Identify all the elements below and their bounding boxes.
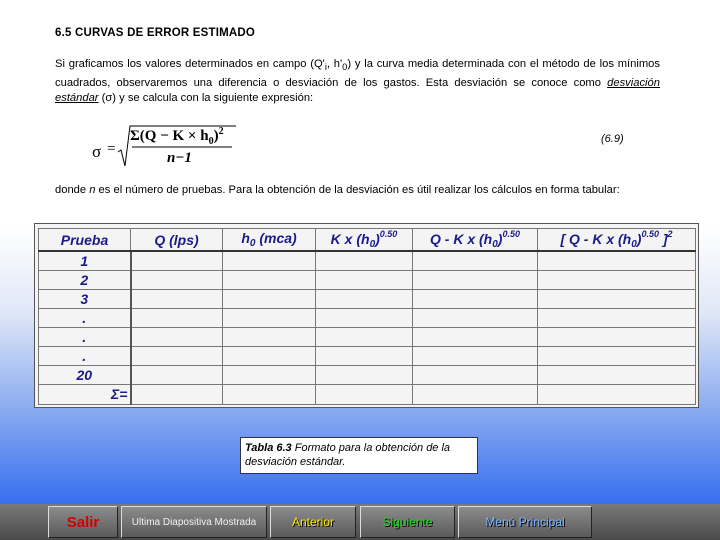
sum-label: Σ= [39,384,131,404]
caption-label: Tabla 6.3 [245,442,292,454]
h4-text: Q - K x (h [430,231,493,247]
row-label: . [39,327,131,346]
table-row [39,308,696,327]
header-squared [538,229,696,252]
table-cell [131,327,223,346]
intro-paragraph [55,57,660,107]
table-cell [223,289,316,308]
table-cell [131,346,223,365]
siguiente-button[interactable]: Siguiente [360,506,455,538]
table-row [39,289,696,308]
table-row [39,251,696,270]
h5-sub: 0 [631,239,637,250]
h5-text: ] [658,231,668,247]
table-cell [223,270,316,289]
table-row [39,346,696,365]
h5-sup2: 2 [667,229,673,239]
table-row [39,327,696,346]
para2-var: n [89,184,96,196]
para-sub: i [324,62,327,73]
h2-sub: 0 [249,238,256,249]
numerator-sup: 2 [218,126,224,137]
h2-text: h [241,230,250,246]
table-cell [413,308,538,327]
h3-text: K x (h [330,231,370,247]
table-caption [240,437,478,474]
para-text: (σ) y se calcula con la siguiente expresión: [98,92,314,105]
header-h0 [223,229,316,252]
numerator-sub: 0 [208,136,214,147]
table-cell [131,384,223,404]
table-cell [223,365,316,384]
table-cell [131,251,223,270]
table-cell [223,346,316,365]
h5-text: [ Q - K x (h [560,231,632,247]
table-intro-paragraph [55,184,675,196]
table-header-row [39,229,696,252]
table-cell [131,365,223,384]
table-cell [413,365,538,384]
table-cell [538,251,696,270]
table-cell [538,327,696,346]
numerator-close: ) [213,128,219,144]
salir-button[interactable]: Salir [48,506,118,538]
numerator-text: Σ(Q − K × h [130,128,209,144]
table-cell [316,384,413,404]
header-prueba: Prueba [39,229,131,252]
para-text: ) y la curva media determinada con el método de los mínimos cuadrados, observaremos una diferencia o desviación de los gastos. Esta desviación se conoce como [55,58,660,89]
para-text: , h' [326,58,343,70]
h3-sup: 0.50 [379,229,398,239]
table-cell [131,289,223,308]
page-title: 6.5 CURVAS DE ERROR ESTIMADO [55,27,256,39]
row-label: 2 [39,270,131,289]
ultima-diapositiva-button[interactable]: Ultima Diapositiva Mostrada [121,506,267,538]
equation-number: (6.9) [601,133,624,145]
para-sub: 0 [342,62,348,73]
h2-text: (mca) [255,230,297,246]
table-cell [223,251,316,270]
table-cell [413,270,538,289]
table-cell [413,327,538,346]
table-cell [316,365,413,384]
table-row [39,365,696,384]
h5-text: ) [636,231,642,247]
table-cell [413,251,538,270]
para2-text: es el número de pruebas. Para la obtención de la desviación es útil realizar los cálculos en forma tabular: [95,184,620,196]
table-cell [538,270,696,289]
row-label: 20 [39,365,131,384]
table-cell [538,365,696,384]
table-cell [316,308,413,327]
para2-text: donde [55,184,90,196]
h4-sup: 0.50 [502,229,520,239]
table-cell [538,384,696,404]
table-cell [316,270,413,289]
table-cell [413,384,538,404]
std-dev-formula [90,122,240,170]
h5-sup: 0.50 [641,229,659,239]
table-cell [316,251,413,270]
menu-principal-button[interactable]: Menú Principal [458,506,592,538]
header-kxh0 [316,229,413,252]
formula-equals: = [107,141,116,157]
table-cell [538,346,696,365]
table-cell [538,289,696,308]
row-label: 1 [39,251,131,270]
row-label: . [39,346,131,365]
anterior-button[interactable]: Anterior [270,506,356,538]
caption-text: Formato para la obtención de la desviación estándar. [245,442,451,468]
table-cell [223,327,316,346]
formula-numerator [130,126,224,147]
table-cell [538,308,696,327]
row-label: 3 [39,289,131,308]
h4-text: ) [497,231,503,247]
formula-sigma: σ [92,142,102,161]
calculation-table [34,223,699,408]
table-cell [316,327,413,346]
h3-text: ) [375,231,380,247]
para-text: Si graficamos los valores determinados en campo (Q' [55,58,325,70]
table-row [39,270,696,289]
table-cell [413,289,538,308]
header-q: Q (lps) [131,229,223,252]
formula-denominator: n−1 [167,150,192,166]
table-cell [413,346,538,365]
row-label: . [39,308,131,327]
table-cell [316,289,413,308]
table-cell [316,346,413,365]
table-sum-row [39,384,696,404]
header-q-minus-kxh0 [413,229,538,252]
h3-sub: 0 [369,239,376,250]
table-cell [131,270,223,289]
table-cell [223,384,316,404]
h4-sub: 0 [492,239,498,250]
table-cell [131,308,223,327]
term-desviacion-estandar: desviación estándar [55,76,660,105]
table-cell [223,308,316,327]
